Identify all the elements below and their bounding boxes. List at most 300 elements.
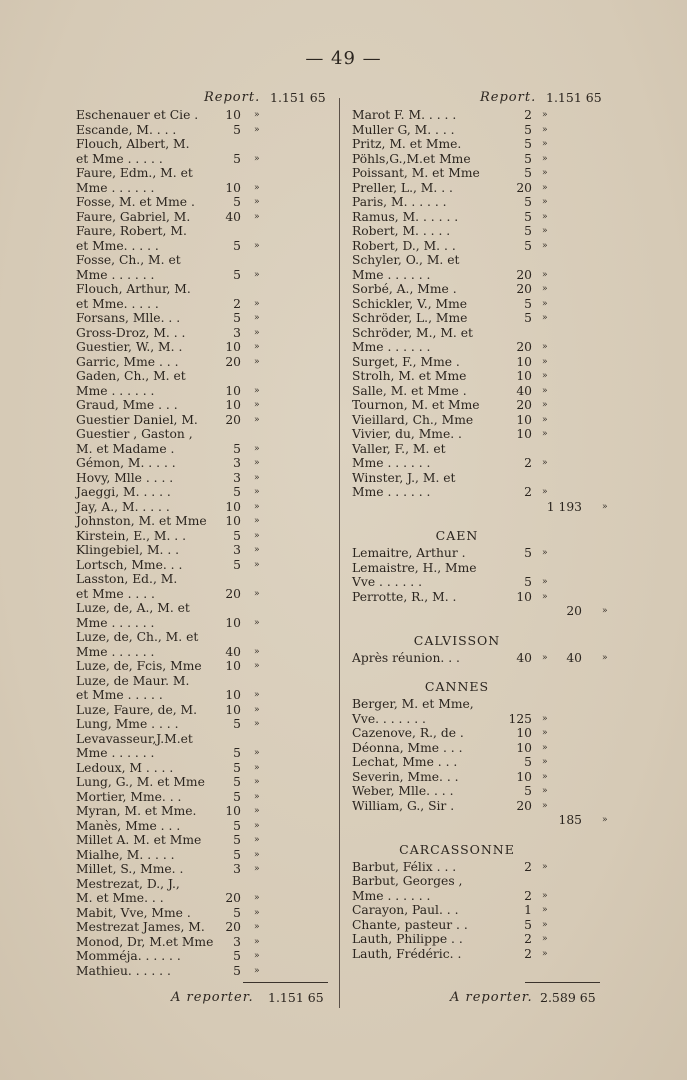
right-report-line [352,90,642,108]
donation-amount: 20 [225,412,241,427]
amount-fraction: » [254,559,260,570]
list-item [352,152,642,167]
list-item [352,326,642,341]
donor-name: William, G., Sir . [352,798,455,813]
amount-fraction: » [254,501,260,512]
donor-name: Cazenove, R., de . [352,726,464,740]
amount-fraction: » [254,516,260,526]
list-item [76,384,331,399]
list-item [76,340,331,355]
subtotal-fraction: » [602,606,608,616]
left-total-rule [243,982,328,983]
donor-name: Barbut, Georges , [352,874,463,888]
list-item [352,697,642,712]
donation-amount: 2 [524,946,532,961]
amount-fraction: » [254,690,260,700]
donation-amount: 2 [524,485,532,499]
amount-fraction: » [254,922,260,932]
amount-fraction: » [254,153,260,164]
donation-amount: 20 [516,798,532,813]
donor-name: Lechat, Mme . . . [352,755,458,769]
donor-name: et Mme . . . . . [76,151,163,166]
donation-amount: 20 [225,920,241,934]
list-item [352,889,642,904]
donor-name: Paris, M. . . . . . [352,195,447,209]
donation-amount: 5 [233,949,241,963]
donation-amount: 5 [524,166,532,180]
donation-amount: 10 [225,180,241,195]
list-item [76,253,331,268]
donation-amount: 10 [516,740,532,755]
donation-amount: 20 [225,586,241,601]
donor-name: Ramus, M. . . . . . [352,209,459,224]
donor-name: Marot F. M. . . . . [352,108,457,122]
amount-fraction: » [254,110,260,120]
amount-fraction: » [542,110,548,120]
list-item [352,384,642,399]
list-item [76,775,331,790]
donation-amount: 10 [516,769,532,784]
amount-fraction: » [254,211,260,222]
list-item [76,761,331,776]
donor-name: Mme . . . . . . [76,383,155,398]
list-item [76,674,331,689]
donation-amount: 5 [524,755,532,769]
amount-fraction: » [254,313,260,323]
donor-name: Lung, Mme . . . . [76,717,179,731]
list-item [76,601,331,616]
donor-name: Gross-Droz, M. . . [76,325,186,340]
donation-amount: 10 [225,615,241,630]
list-item [352,860,642,875]
donor-name: Mme . . . . . . [352,888,431,903]
amount-fraction: » [254,472,260,483]
page-number: — 49 — [305,48,382,69]
amount-fraction: » [542,728,548,738]
list-item [76,587,331,602]
amount-fraction: » [542,934,548,944]
amount-fraction: » [254,298,260,309]
list-item [76,920,331,935]
footer-label: A reporter. [450,990,533,1005]
amount-fraction: » [254,458,260,468]
donation-amount: 10 [225,514,241,528]
donation-amount: 40 [516,383,532,398]
donation-amount: 5 [524,195,532,209]
amount-fraction: » [542,240,548,251]
list-item [76,442,331,457]
city-subtotal: 20 [566,604,582,618]
donor-name: Robert, M. . . . . [352,224,451,238]
donation-amount: 3 [233,934,241,949]
donation-amount: 10 [225,108,241,122]
donation-amount: 5 [233,557,241,572]
amount-fraction: » [542,414,548,425]
donor-name: M. et Madame . [76,441,175,456]
list-item [76,572,331,587]
list-item [76,833,331,848]
donation-amount: 5 [233,238,241,253]
amount-fraction: » [542,269,548,280]
donor-name: Millet, S., Mme. . [76,862,184,876]
amount-fraction: » [254,545,260,555]
list-item [76,123,331,138]
donor-name: Lemaistre, H., Mme [352,560,477,575]
donation-amount: 5 [233,485,241,499]
donor-name: Déonna, Mme . . . [352,740,463,755]
list-item [352,210,642,225]
donation-amount: 5 [524,546,532,560]
donor-name: Faure, Gabriel, M. [76,209,191,224]
list-item [76,297,331,312]
list-item [76,645,331,660]
donation-amount: 5 [524,137,532,151]
donor-name: Preller, L., M. . . [352,180,453,195]
donation-amount: 5 [233,528,241,543]
list-item [76,282,331,297]
city-heading: CARCASSONNE [399,841,515,857]
donor-name: Poissant, M. et Mme [352,166,480,180]
amount-fraction: » [542,385,548,396]
donation-amount: 10 [516,427,532,441]
amount-fraction: » [254,951,260,961]
donor-name: Mathieu. . . . . . [76,963,171,978]
donor-name: Schröder, L., Mme [352,311,468,325]
amount-fraction: » [254,182,260,193]
list-item [76,891,331,906]
donor-name: Schröder, M., M. et [352,325,473,340]
spacer [352,665,642,677]
list-item [76,137,331,152]
report-label: Report. [480,90,537,105]
donation-amount: 5 [524,209,532,224]
donor-name: Schyler, O., M. et [352,253,460,267]
list-item [76,688,331,703]
donor-name: et Mme . . . . . [76,688,163,702]
donor-name: Schickler, V., Mme [352,296,468,311]
donation-amount: 10 [225,340,241,354]
list-item [76,717,331,732]
amount-fraction: » [254,704,260,715]
list-item [352,355,642,370]
report-amount: 1.151 65 [546,90,602,105]
donor-name: Ledoux, M . . . . [76,760,174,775]
amount-fraction: » [254,646,260,657]
amount-fraction: » [254,849,260,860]
amount-fraction: » [542,786,548,796]
donor-name: Hovy, Mlle . . . . [76,470,174,485]
amount-fraction: » [254,197,260,207]
donation-amount: 5 [233,905,241,920]
list-item [76,108,331,123]
donor-name: Lauth, Philippe . . [352,932,463,946]
amount-fraction: » [254,588,260,599]
list-item [352,726,642,741]
donor-name: Escande, M. . . . [76,122,177,137]
donor-name: Mme . . . . . . [76,746,155,760]
donor-name: Surget, F., Mme . [352,354,460,369]
donor-name: Carayon, Paul. . . [352,903,459,917]
amount-fraction: » [254,124,260,135]
donor-name: Fosse, Ch., M. et [76,253,181,267]
amount-fraction: » [254,748,260,758]
left-report-line [76,90,331,108]
list-item [76,964,331,979]
donation-amount: 5 [524,122,532,137]
donor-name: et Mme. . . . . [76,296,159,311]
list-item [352,741,642,756]
donor-name: Manès, Mme . . . [76,818,181,833]
list-item [352,755,642,770]
list-item [76,746,331,761]
amount-fraction: » [254,400,260,410]
donor-name: Vivier, du, Mme. . [352,427,462,441]
donor-name: Flouch, Albert, M. [76,137,190,151]
donor-name: Mestrezat, D., J., [76,876,180,891]
amount-fraction: » [254,820,260,831]
report-label: Report. [204,90,261,105]
amount-fraction: » [542,458,548,468]
amount-fraction: » [542,713,548,724]
spacer [352,828,642,840]
donation-amount: 5 [524,575,532,589]
amount-fraction: » [542,905,548,915]
donor-name: Momméja. . . . . . [76,949,181,963]
donation-amount: 5 [524,917,532,932]
donor-name: Mialhe, M. . . . . [76,847,175,862]
donation-amount: 2 [524,108,532,122]
column-divider [339,98,340,1008]
donor-name: Luze, de, A., M. et [76,601,190,615]
amount-fraction: » [254,936,260,947]
donor-name: Jaeggi, M. . . . . [76,485,171,499]
amount-fraction: » [542,429,548,439]
list-item [352,108,642,123]
list-item [352,413,642,428]
list-item [76,848,331,863]
city-subtotal: 185 [558,813,582,827]
list-item [352,239,642,254]
donation-amount: 2 [524,456,532,470]
list-item [76,355,331,370]
list-item [76,224,331,239]
donation-amount: 10 [225,659,241,673]
donation-amount: 20 [516,340,532,354]
list-item [352,253,642,268]
donation-amount: 10 [516,412,532,427]
donor-name: Monod, Dr, M.et Mme [76,934,214,949]
list-item [352,224,642,239]
amount-fraction: » [254,327,260,338]
donation-amount: 2 [524,888,532,903]
amount-fraction: » [254,719,260,729]
donation-amount: 1 [524,903,532,917]
amount-fraction: » [542,487,548,497]
donor-name: Pritz, M. et Mme. [352,137,462,151]
amount-fraction: » [542,757,548,767]
amount-fraction: » [542,948,548,959]
donation-amount: 20 [516,282,532,296]
list-item [352,770,642,785]
donor-name: Mme . . . . . . [76,644,155,659]
donation-amount: 5 [524,296,532,311]
donor-name: Weber, Mlle. . . . [352,784,454,798]
amount-fraction: » [542,153,548,164]
donor-name: Severin, Mme. . . [352,769,459,784]
donor-name: Robert, D., M. . . [352,238,456,253]
donor-name: Salle, M. et Mme . [352,383,467,398]
donation-amount: 3 [233,325,241,340]
subtotal-row [352,813,642,828]
list-item [352,575,642,590]
list-item [76,616,331,631]
donor-name: Levavasseur,J.M.et [76,731,193,746]
amount-fraction: » [542,919,548,930]
donor-name: Mestrezat James, M. [76,920,205,934]
donation-amount: 5 [233,195,241,209]
donor-name: Strolh, M. et Mme [352,369,467,383]
list-item [76,427,331,442]
donor-name: Forsans, Mlle. . . [76,311,181,325]
subtotal-fraction: » [602,501,608,512]
list-item [352,590,642,605]
donor-name: Vieillard, Ch., Mme [352,412,474,427]
donation-amount: 5 [233,818,241,833]
donor-name: Mme . . . . . . [352,340,431,354]
city-subtotal: 40 [566,650,582,665]
donation-amount: 5 [524,151,532,166]
donor-name: Mme . . . . . . [76,615,155,630]
donation-amount: 3 [233,456,241,470]
donor-name: Gaden, Ch., M. et [76,369,186,383]
amount-fraction: » [254,443,260,454]
list-item [76,239,331,254]
donation-amount: 40 [225,209,241,224]
donation-amount: 5 [233,760,241,775]
list-item [76,862,331,877]
donation-amount: 5 [233,746,241,760]
donor-name: Guestier Daniel, M. [76,412,198,427]
donation-amount: 20 [225,891,241,905]
amount-fraction: » [254,269,260,280]
list-item [76,369,331,384]
amount-fraction: » [542,652,548,663]
donor-name: et Mme. . . . . [76,238,159,253]
list-item [76,543,331,558]
donation-amount: 20 [225,354,241,369]
amount-fraction: » [542,342,548,352]
right-rows [352,108,642,961]
donor-name: Guestier, W., M. . [76,340,183,354]
donor-name: Faure, Robert, M. [76,224,187,238]
amount-fraction: » [542,313,548,323]
list-item [352,784,642,799]
donor-name: Vve . . . . . . [352,575,423,589]
list-item [76,268,331,283]
donor-name: Mme . . . . . . [352,267,431,282]
list-item [76,311,331,326]
donation-amount: 3 [233,470,241,485]
donor-name: Jay, A., M. . . . . [76,499,170,514]
donor-name: Lauth, Frédéric. . [352,946,462,961]
donation-amount: 5 [233,963,241,978]
donor-name: Lung, G., M. et Mme [76,775,205,789]
amount-fraction: » [254,661,260,671]
donor-name: Après réunion. . . [352,650,460,665]
donation-amount: 10 [516,354,532,369]
list-item [76,210,331,225]
amount-fraction: » [542,284,548,294]
donation-amount: 20 [516,267,532,282]
list-item [76,181,331,196]
donor-name: Vve. . . . . . . [352,711,426,726]
donor-name: Johnston, M. et Mme [76,514,207,528]
amount-fraction: » [254,806,260,816]
donation-amount: 2 [233,296,241,311]
amount-fraction: » [254,777,260,787]
donation-amount: 20 [516,180,532,195]
amount-fraction: » [254,487,260,497]
amount-fraction: » [542,226,548,236]
list-item [352,282,642,297]
list-item [76,819,331,834]
donor-name: Pöhls,G.,M.et Mme [352,151,471,166]
list-item [352,369,642,384]
city-heading: CANNES [424,679,490,694]
donor-name: et Mme . . . . [76,586,155,601]
list-item [352,181,642,196]
list-item [352,947,642,962]
donor-name: Chante, pasteur . . [352,917,468,932]
city-heading: CALVISSON [413,632,501,648]
donor-name: M. et Mme. . . [76,891,164,905]
amount-fraction: » [542,400,548,410]
donor-name: Lortsch, Mme. . . [76,557,183,572]
donor-name: Sorbé, A., Mme . [352,282,457,296]
list-item [352,195,642,210]
list-item [76,485,331,500]
city-heading: CAEN [435,528,479,543]
amount-fraction: » [542,591,548,602]
list-item [352,874,642,889]
right-column [352,90,642,961]
donor-name: Tournon, M. et Mme [352,398,480,412]
donor-name: Lasston, Ed., M. [76,572,178,586]
amount-fraction: » [542,168,548,178]
subtotal-row [352,604,642,619]
donation-amount: 5 [233,847,241,862]
list-item [352,712,642,727]
donor-name: Barbut, Félix . . . [352,859,457,874]
amount-fraction: » [254,530,260,541]
donor-name: Berger, M. et Mme, [352,697,474,711]
amount-fraction: » [542,577,548,587]
list-item [76,659,331,674]
donation-amount: 10 [516,726,532,740]
donor-name: Mortier, Mme. . . [76,789,182,804]
list-item [352,471,642,486]
list-item [352,442,642,457]
donation-amount: 5 [233,833,241,847]
donation-amount: 5 [524,238,532,253]
list-item [76,195,331,210]
donor-name: Perrotte, R., M. . [352,589,457,604]
list-item [76,471,331,486]
donor-name: Guestier , Gaston , [76,427,193,441]
amount-fraction: » [542,771,548,782]
footer-label: A reporter. [171,990,254,1005]
list-item [76,152,331,167]
